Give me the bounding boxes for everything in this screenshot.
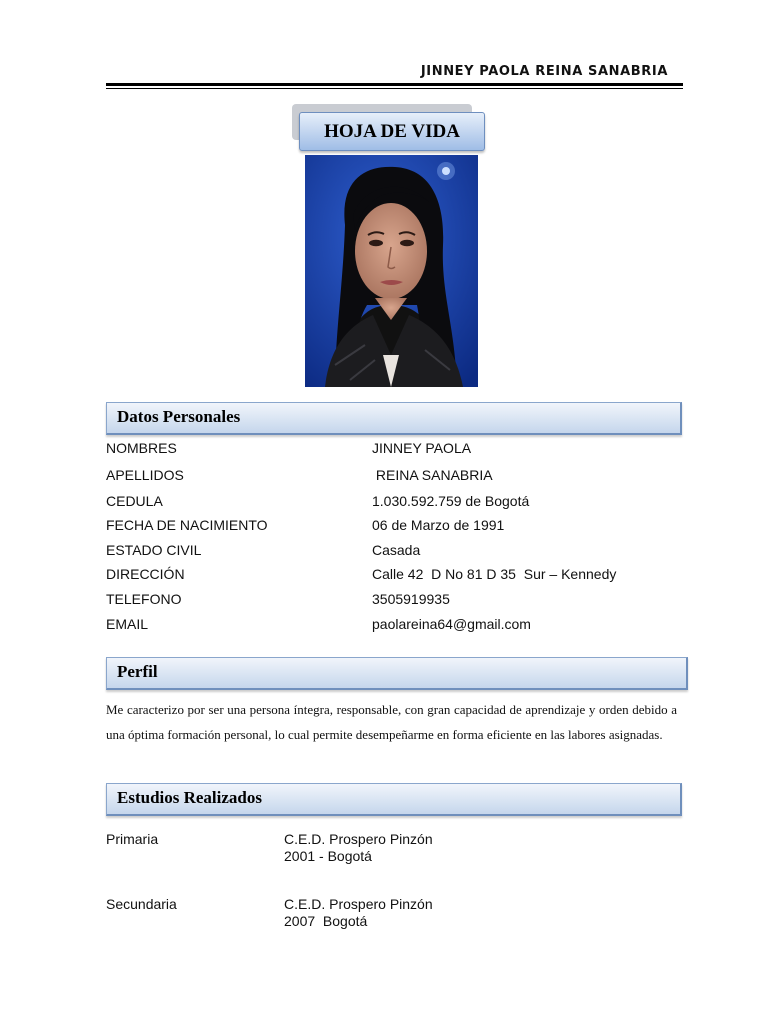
field-label: DIRECCIÓN [106, 566, 185, 582]
field-value: REINA SANABRIA [372, 467, 493, 483]
field-label: TELEFONO [106, 591, 182, 607]
perfil-text: Me caracterizo por ser una persona íntegra, responsable, con gran capacidad de aprendizaje y orden debido a una óptima formación personal, lo cual permite desempeñarme en forma eficiente en las labores asignadas. [106, 702, 677, 742]
page-title: HOJA DE VIDA [299, 112, 485, 151]
section-perfil [106, 657, 688, 690]
edu-level-secundaria: Secundaria [106, 896, 177, 912]
field-value: 06 de Marzo de 1991 [372, 517, 505, 533]
field-value: 1.030.592.759 de Bogotá [372, 493, 530, 509]
portrait-photo [305, 155, 478, 387]
section-title-datos-personales: Datos Personales [117, 407, 241, 426]
header-rule-thin [106, 88, 683, 89]
section-datos-personales [106, 402, 682, 435]
section-title-perfil: Perfil [117, 662, 158, 681]
header-name: JINNEY PAOLA REINA SANABRIA [420, 64, 668, 79]
field-value: 3505919935 [372, 591, 450, 607]
personal-row-telefono [106, 591, 683, 611]
edu-school-secundaria [284, 896, 433, 930]
personal-row-nombres [106, 440, 683, 460]
field-label: FECHA DE NACIMIENTO [106, 517, 268, 533]
section-title-estudios: Estudios Realizados [117, 788, 262, 807]
field-value: JINNEY PAOLA [372, 440, 472, 456]
field-label: APELLIDOS [106, 467, 184, 483]
field-value: paolareina64@gmail.com [372, 616, 531, 632]
field-value: Calle 42 D No 81 D 35 Sur – Kennedy [372, 566, 617, 582]
edu-school-name: C.E.D. Prospero Pinzón [284, 896, 433, 912]
field-label: CEDULA [106, 493, 163, 509]
edu-school-name: C.E.D. Prospero Pinzón [284, 831, 433, 847]
personal-row-estado-civil [106, 542, 683, 562]
section-estudios [106, 783, 682, 816]
edu-school-primaria [284, 831, 433, 865]
personal-row-cedula [106, 493, 683, 513]
field-label: EMAIL [106, 616, 149, 632]
header-rule-thick [106, 83, 683, 86]
personal-row-apellidos [106, 467, 683, 487]
field-value: Casada [372, 542, 421, 558]
edu-level-primaria: Primaria [106, 831, 159, 847]
personal-row-fecha-nacimiento [106, 517, 683, 537]
edu-school-detail: 2001 - Bogotá [284, 848, 372, 864]
edu-school-detail: 2007 Bogotá [284, 913, 368, 929]
personal-row-email [106, 616, 683, 636]
personal-row-direccion [106, 566, 683, 586]
field-label: NOMBRES [106, 440, 177, 456]
field-label: ESTADO CIVIL [106, 542, 202, 558]
